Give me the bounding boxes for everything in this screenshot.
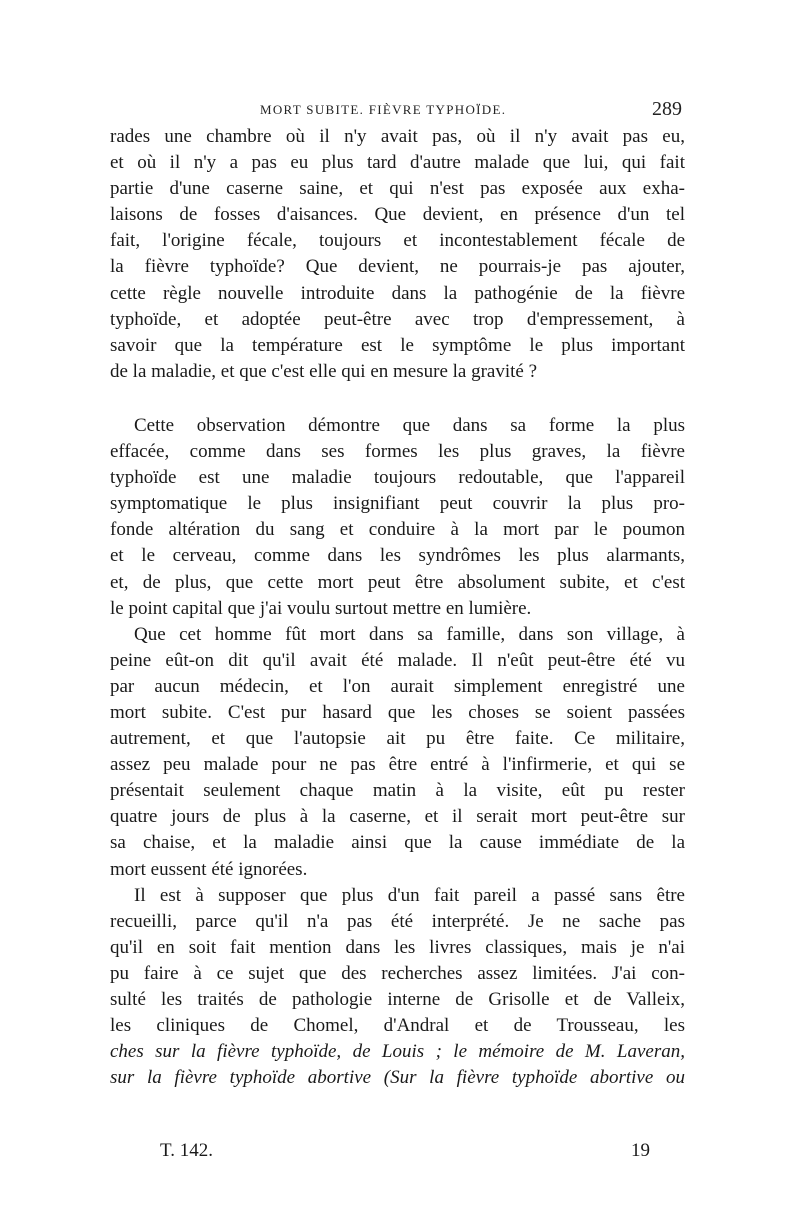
sheet-number: 19 <box>631 1140 650 1161</box>
text-line: ches sur la fièvre typhoïde, de Louis ; le mémoire de M. Laveran, <box>110 1041 685 1063</box>
text-line: peine eût-on dit qu'il avait été malade. Il n'eût peut-être été vu <box>110 649 685 671</box>
paragraph-gap <box>110 385 685 413</box>
running-title: MORT SUBITE. FIÈVRE TYPHOÏDE. <box>260 102 507 117</box>
page-footer <box>160 1140 650 1168</box>
text-line: sur la fièvre typhoïde abortive (Sur la fièvre typhoïde abortive ou <box>110 1067 685 1089</box>
text-line: typhoïde, et adoptée peut-être avec trop d'empressement, à <box>110 308 685 330</box>
page-number: 289 <box>652 98 682 120</box>
text-line: Que cet homme fût mort dans sa famille, dans son village, à <box>134 623 685 645</box>
paragraph <box>110 622 685 883</box>
text-line: rades une chambre où il n'y avait pas, où il n'y avait pas eu, <box>110 126 685 147</box>
text-line: effacée, comme dans ses formes les plus graves, la fièvre <box>110 441 685 463</box>
text-line: par aucun médecin, et l'on aurait simplement enregistré une <box>110 675 685 697</box>
text-line: pu faire à ce sujet que des recherches assez limitées. J'ai con- <box>110 962 685 984</box>
text-line: sa chaise, et la maladie ainsi que la cause immédiate de la <box>110 832 685 854</box>
text-line: typhoïde est une maladie toujours redoutable, que l'appareil <box>110 467 685 489</box>
text-line: présentait seulement chaque matin à la visite, eût pu rester <box>110 780 685 802</box>
text-line: la fièvre typhoïde? Que devient, ne pourrais-je pas ajouter, <box>110 256 685 278</box>
text-line: de la maladie, et que c'est elle qui en mesure la gravité ? <box>110 360 538 382</box>
page-header <box>110 98 682 124</box>
text-line: et où il n'y a pas eu plus tard d'autre malade que lui, qui fait <box>110 152 685 174</box>
text-line: laisons de fosses d'aisances. Que devient, en présence d'un tel <box>110 204 685 226</box>
text-line: Cette observation démontre que dans sa forme la plus <box>134 414 685 436</box>
text-line: quatre jours de plus à la caserne, et il serait mort peut-être sur <box>110 806 685 828</box>
text-line: mort eussent été ignorées. <box>110 858 308 880</box>
text-line: recueilli, parce qu'il n'a pas été interprété. Je ne sache pas <box>110 910 685 932</box>
text-line: assez peu malade pour ne pas être entré à l'infirmerie, et qui se <box>110 754 685 776</box>
text-line: savoir que la température est le symptôme le plus important <box>110 334 685 356</box>
text-line: qu'il en soit fait mention dans les livres classiques, mais je n'ai <box>110 936 685 958</box>
text-line: et, de plus, que cette mort peut être absolument subite, et c'est <box>110 571 685 593</box>
page-body <box>110 124 685 1091</box>
text-line: fait, l'origine fécale, toujours et incontestablement fécale de <box>110 230 685 252</box>
text-line: partie d'une caserne saine, et qui n'est pas exposée aux exha- <box>110 178 685 200</box>
text-line: sulté les traités de pathologie interne de Grisolle et de Valleix, <box>110 989 685 1010</box>
paragraph <box>110 413 685 622</box>
paragraph <box>110 124 685 385</box>
text-line: symptomatique le plus insignifiant peut couvrir la plus pro- <box>110 493 685 515</box>
text-line: autrement, et que l'autopsie ait pu être faite. Ce militaire, <box>110 728 685 750</box>
text-line: et le cerveau, comme dans les syndrômes les plus alarmants, <box>110 545 685 567</box>
text-line: les cliniques de Chomel, d'Andral et de Trousseau, les <box>110 1015 685 1037</box>
text-line: fonde altération du sang et conduire à la mort par le poumon <box>110 519 685 541</box>
text-line: le point capital que j'ai voulu surtout mettre en lumière. <box>110 597 532 619</box>
text-line: mort subite. C'est pur hasard que les choses se soient passées <box>110 701 685 723</box>
signature-mark: T. 142. <box>160 1140 213 1161</box>
paragraph <box>110 883 685 1092</box>
text-line: Il est à supposer que plus d'un fait pareil a passé sans être <box>134 884 685 906</box>
text-line: cette règle nouvelle introduite dans la pathogénie de la fièvre <box>110 282 685 304</box>
